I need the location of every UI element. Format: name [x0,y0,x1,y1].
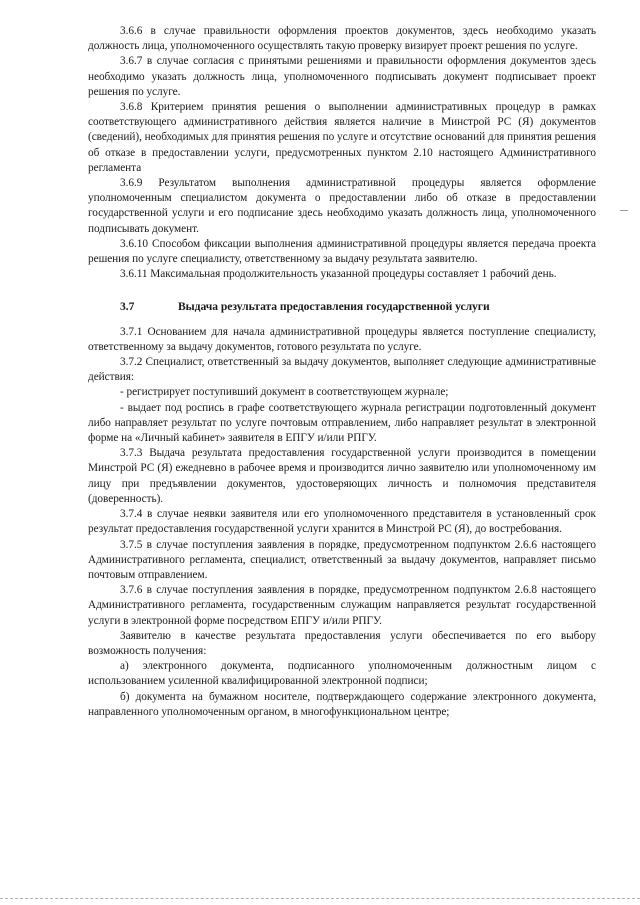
paragraph-3-7-3: 3.7.3 Выдача результата предоставления государственной услуги производится в помещении Минстрой РС (Я) ежедневно в рабочее время и производится лично заявителю или уполномоченному им лицу при предъявлении документов, удостоверяющих личность и полномочия представителя (доверенность). [88,447,596,505]
paragraph-3-6-11: 3.6.11 Максимальная продолжительность указанной процедуры составляет 1 рабочий день. [120,268,557,281]
paragraph-3-7-1: 3.7.1 Основанием для начала административной процедуры является поступление специалисту, ответственному за выдачу документов, готового результата по услуге. [88,325,596,353]
paragraph-3-6-10: 3.6.10 Способом фиксации выполнения административной процедуры является передача проекта решения по услуге специалисту, ответственному за выдачу результата заявителю. [88,237,596,266]
section-title: Выдача результата предоставления государственной услуги [178,300,490,314]
scan-bottom-edge [0,898,640,899]
paragraph-3-6-8: 3.6.8 Критерием принятия решения о выполнении административных процедур в рамках соответствующего административного действия является наличие в Минстрой РС (Я) документов (сведений), необходимых для принятия решения по услуге и отсутствие оснований для принятия решения об отказе в предоставлении услуги, предусмотренных пунктом 2.10 настоящего Административного регламента [88,101,596,174]
paragraph-3-7-4: 3.7.4 в случае неявки заявителя или его уполномоченного представителя в установленный срок результат предоставления государственной услуги хранится в Минстрой РС (Я), до востребования. [88,508,596,536]
section-number: 3.7 [120,300,135,314]
list-item-register: - регистрирует поступивший документ в соответствующем журнале; [120,386,449,399]
paragraph-3-7-2: 3.7.2 Специалист, ответственный за выдачу документов, выполняет следующие административные действия: [88,356,596,384]
document-page [88,24,596,720]
scan-margin-mark [620,210,628,211]
paragraph-3-6-6: 3.6.6 в случае правильности оформления проектов документов, здесь необходимо указать должность лица, уполномоченного осуществлять такую проверку визирует проект решения по услуге. [88,25,596,53]
paragraph-3-6-9: 3.6.9 Результатом выполнения административной процедуры является оформление уполномоченным специалистом документа о предоставлении либо об отказе в предоставлении государственной услуги и его подписание здесь необходимо указать должность лица, уполномоченного подписывать документ. [88,177,596,235]
spacer [88,282,596,293]
paragraph-applicant-options: Заявителю в качестве результата предоставления услуги обеспечивается по его выбору возможность получения: [88,629,596,657]
section-heading [88,299,596,314]
option-b: б) документа на бумажном носителе, подтверждающего содержание электронного документа, направленного уполномоченным органом, в многофункциональном центре; [88,690,596,718]
paragraph-3-6-7: 3.6.7 в случае согласия с принятыми решениями и правильности оформления документов здесь необходимо указать должность лица, уполномоченного подписывать документ подписывает проект решения по услуге. [88,55,596,98]
list-item-issue: - выдает под роспись в графе соответствующего журнала регистрации подготовленный документ либо направляет результат по услуге почтовым отправлением, либо направляет результат в электронной форме на «Личный кабинет» заявителя в ЕПГУ и/или РПГУ. [88,401,596,445]
option-a: а) электронного документа, подписанного уполномоченным должностным лицом с использованием усиленной квалифицированной электронной подписи; [88,660,596,688]
paragraph-3-7-5: 3.7.5 в случае поступления заявления в порядке, предусмотренном подпунктом 2.6.6 настоящего Административного регламента, специалист, ответственный за выдачу документов, направляет письмо почтовым отправлением. [88,538,596,581]
paragraph-3-7-6: 3.7.6 в случае поступления заявления в порядке, предусмотренном подпунктом 2.6.8 настоящего Административного регламента, государственным служащим направляется результат государственной услуги в электронной форме посредством ЕПГУ и/или РПГУ. [88,584,596,627]
